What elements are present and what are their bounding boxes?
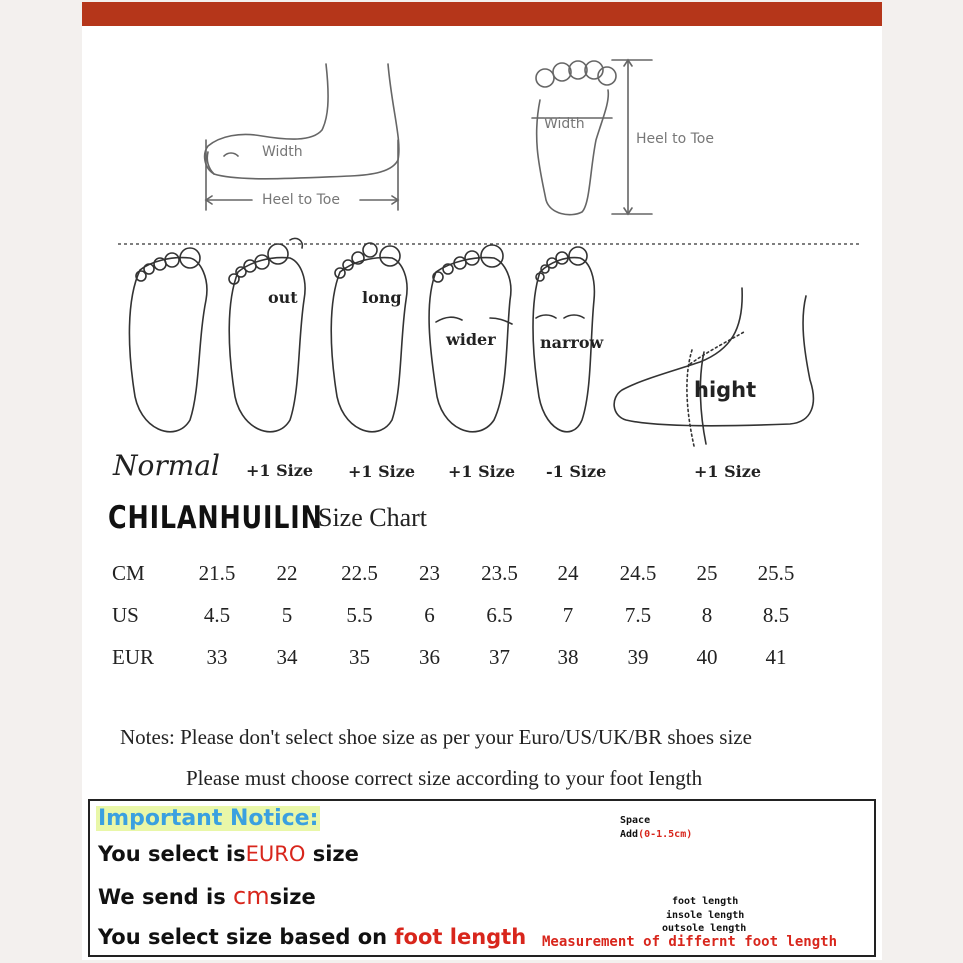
table-cell: 23.5 [481,560,518,585]
notice-line-1-highlight: EURO [245,842,306,866]
table-cell: 22.5 [341,560,378,585]
foot-out-icon [229,238,305,431]
foot-hight-icon [614,288,813,446]
notice-line-1-suffix: size [305,842,359,866]
table-cell: 21.5 [198,560,236,585]
table-row [112,636,815,678]
top-view-foot-icon [536,61,616,215]
foot-annotation-narrow: narrow [540,333,604,352]
row-label: CM [112,560,145,585]
foot-size-narrow: -1 Size [546,462,607,481]
table-cell: 41 [765,644,787,669]
notice-line-3 [98,925,526,949]
table-cell: 34 [276,644,298,669]
foot-size-wider: +1 Size [448,462,516,481]
notice-line-1-prefix: You select is [98,842,246,866]
row-label: US [112,602,139,627]
illustration-outsole-length: outsole length [662,923,747,934]
notice-line-2-prefix: We send is [98,885,234,909]
table-cell: 25.5 [757,560,795,585]
table-cell: 8.5 [762,602,790,627]
side-heel-to-toe-label: Heel to Toe [262,192,340,208]
foot-size-long: +1 Size [348,462,416,481]
foot-size-out: +1 Size [246,461,314,480]
table-cell: 5 [281,602,293,627]
measurement-caption: Measurement of differnt foot length [542,934,838,950]
table-cell: 23 [419,560,440,585]
illustration-space-label: Space [620,815,651,826]
table-cell: 7 [562,602,574,627]
table-cell: 6 [424,602,435,627]
notice-title: Important Notice: [98,806,319,831]
table-row [112,594,815,636]
top-heel-to-toe-label: Heel to Toe [636,131,714,147]
table-cell: 40 [696,644,718,669]
foot-annotation-wider: wider [446,330,496,349]
illustration-add-label [620,829,692,840]
foot-annotation-long: long [362,288,402,307]
table-cell: 38 [557,644,579,669]
side-width-label: Width [262,144,303,160]
illustration-add-range: (0-1.5cm) [638,829,693,840]
top-width-label: Width [544,116,585,132]
table-cell: 33 [206,644,228,669]
foot-annotation-hight: hight [694,378,757,402]
size-chart-title: Size Chart [318,503,428,532]
table-cell: 7.5 [624,602,652,627]
notice-line-3-prefix: You select size based on [98,925,395,949]
table-cell: 39 [627,644,649,669]
row-label: EUR [112,644,154,669]
table-cell: 35 [349,644,370,669]
foot-normal-icon [129,248,206,432]
table-cell: 5.5 [346,602,373,627]
table-cell: 36 [419,644,440,669]
notice-line-2-suffix: size [269,885,316,909]
table-cell: 6.5 [486,602,513,627]
table-cell: 24 [557,560,579,585]
notes-line-2: Please must choose correct size according to your foot Iength [186,766,703,790]
table-cell: 8 [701,602,713,627]
foot-size-hight: +1 Size [694,462,762,481]
side-view-foot-icon [205,64,399,179]
illustration-foot-length: foot length [672,896,739,907]
notes-line-1: Notes: Please don't select shoe size as per your Euro/US/UK/BR shoes size [120,725,752,749]
notice-line-2-highlight: cm [233,882,270,910]
illustration-add-text: Add [620,829,639,840]
notice-line-2 [98,882,316,910]
brand-logo: CHILANHUILIN [108,500,323,536]
notice-line-3-highlight: foot length [394,925,527,949]
table-cell: 37 [489,644,510,669]
foot-long-icon [331,243,407,432]
table-cell: 22 [276,560,298,585]
table-cell: 4.5 [203,602,231,627]
foot-annotation-out: out [268,288,298,307]
size-table [112,552,815,678]
table-cell: 24.5 [619,560,657,585]
foot-size-normal: Normal [113,449,220,482]
illustration-insole-length: insole length [666,910,745,921]
table-cell: 25 [696,560,718,585]
notice-line-1 [98,842,359,866]
table-row [112,552,815,594]
